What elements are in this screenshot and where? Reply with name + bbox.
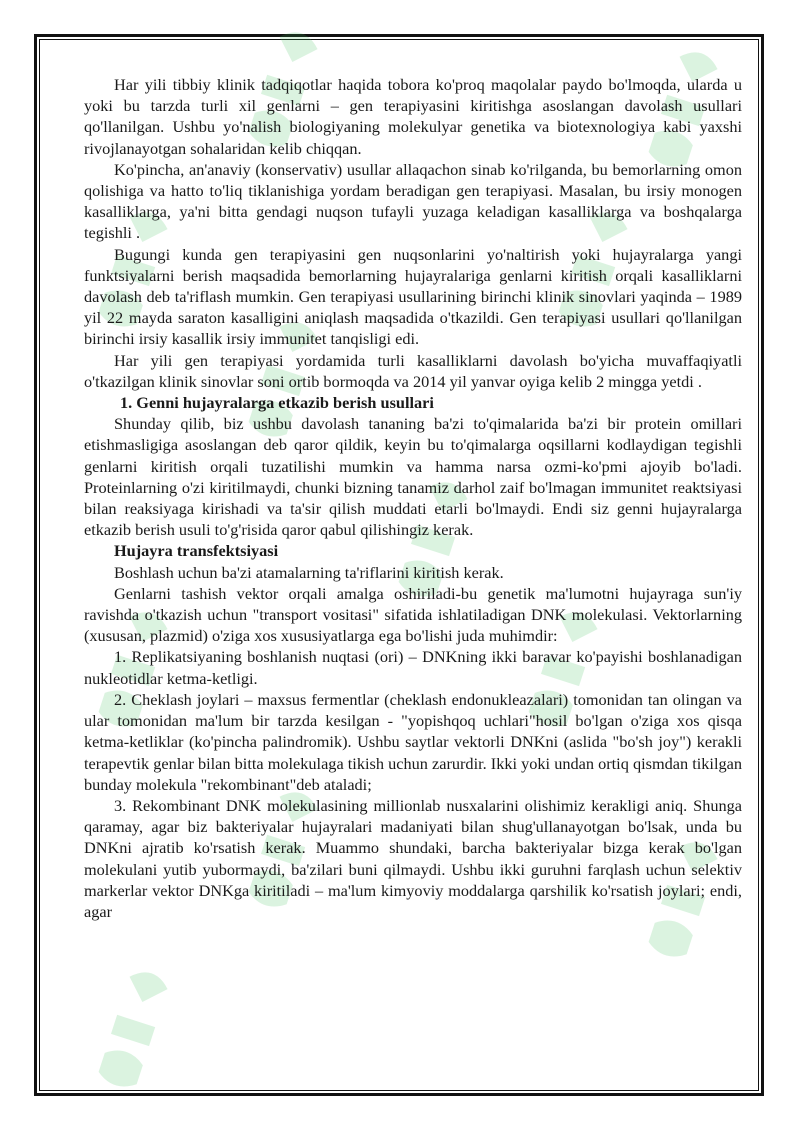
paragraph: Shunday qilib, biz ushbu davolash tananing ba'zi to'qimalarida ba'zi bir protein omillari etishmasligiga asoslangan deb qaror qildik, keyin bu to'qimalarga oqsillarni kodlaydigan tegishli genlarni kiritish orqali tuzatilishi mumkin va hamma narsa ozmi-ko'pmi ajoyib bo'ladi. Proteinlarning o'zi kiritilmaydi, chunki bizning tanamiz darhol zaif bo'lmagan immunitet reaktsiyasi bilan reaksiyaga kirishadi va ta'sir qilish muddati etarli bo'lmaydi. Endi siz genni hujayralarga etkazib berish usuli to'g'risida qaror qabul qilishingiz kerak. xyxy=(84,414,742,540)
list-item: 3. Rekombinant DNK molekulasining millionlab nusxalarini olishimiz kerakligi aniq. Shunga qaramay, agar biz bakteriyalar hujayralari madaniyati bilan shug'ullanayotgan bo'lsak, unda bu DNKni ajratib ko'rsatish kerak. Muammo shundaki, barcha bakteriyalar bizga kerak bo'lgan molekulani yutib yubormaydi, ba'zilari buni qilmaydi. Ushbu ikki guruhni farqlash uchun selektiv markerlar vektor DNKga kiritiladi – ma'lum kimyoviy moddalarga qarshilik ko'rsatish joylari; endi, agar xyxy=(84,795,742,921)
paragraph: Har yili gen terapiyasi yordamida turli kasalliklarni davolash bo'yicha muvaffaqiyatli o'tkazilgan klinik sinovlar soni ortib bormoqda va 2014 yil yanvar oyiga kelib 2 mingga yetdi . xyxy=(84,350,742,391)
list-item: 1. Replikatsiyaning boshlanish nuqtasi (ori) – DNKning ikki baravar ko'payishi boshlanadigan nukleotidlar ketma-ketligi. xyxy=(84,647,742,688)
list-item: 2. Cheklash joylari – maxsus fermentlar (cheklash endonukleazalari) tomonidan tan olingan va ular tomonidan ma'lum bir tarzda kesilgan - "yopishqoq uchlari"hosil bo'lgan o'ziga xos qisqa ketma-ketliklar (ko'pincha palindromik). Ushbu saytlar vektorli DNKni (aslida "bo'sh joy") kerakli terapevtik genlar bilan bitta molekulaga tikish uchun zarurdir. Ikki yoki undan ortiq qismdan tikilgan bunday molekula "rekombinant"deb ataladi; xyxy=(84,689,742,794)
section-heading: 1. Genni hujayralarga etkazib berish usullari xyxy=(120,393,434,413)
paragraph: Bugungi kunda gen terapiyasini gen nuqsonlarini yo'naltirish yoki hujayralarga yangi funktsiyalarni berish maqsadida bemorlarning hujayralariga genlarni kiritish orqali kasalliklarni davolash deb ta'riflash mumkin. Gen terapiyasi usullarining birinchi klinik sinovlari yaqinda – 1989 yil 22 mayda saraton kasalligini aniqlash maqsadida o'tkazildi. Gen terapiyasi usullari qo'llanilgan birinchi irsiy kasallik irsiy immunitet tanqisligi edi. xyxy=(84,244,742,349)
subsection-heading: Hujayra transfektsiyasi xyxy=(114,541,279,561)
paragraph: Boshlash uchun ba'zi atamalarning ta'riflarini kiritish kerak. xyxy=(114,562,504,582)
paragraph: Genlarni tashish vektor orqali amalga oshiriladi-bu genetik ma'lumotni hujayraga sun'iy ravishda o'tkazish uchun "transport vositasi" sifatida ishlatiladigan DNK molekulasi. Vektorlarning (xususan, plazmid) o'ziga xos xususiyatlarga ega bo'lishi juda muhimdir: xyxy=(84,583,742,646)
paragraph: Har yili tibbiy klinik tadqiqotlar haqida tobora ko'proq maqolalar paydo bo'lmoqda, ularda u yoki bu tarzda turli xil genlarni – gen terapiyasini kiritishga asoslangan davolash usullari qo'llanilgan. Ushbu yo'nalish biologiyaning molekulyar genetika va biotexnologiya kabi yaxshi rivojlanayotgan sohalaridan kelib chiqqan. xyxy=(84,75,742,158)
paragraph: Ko'pincha, an'anaviy (konservativ) usullar allaqachon sinab ko'rilganda, bu bemorlarning omon qolishiga va hatto to'liq tiklanishiga yordam beradigan gen terapiyasi. Masalan, bu irsiy monogen kasalliklarga, ya'ni bitta gendagi nuqson tufayli yuzaga keladigan kasalliklarga va boshqalarga tegishli . xyxy=(84,159,742,243)
document-body xyxy=(84,74,742,922)
